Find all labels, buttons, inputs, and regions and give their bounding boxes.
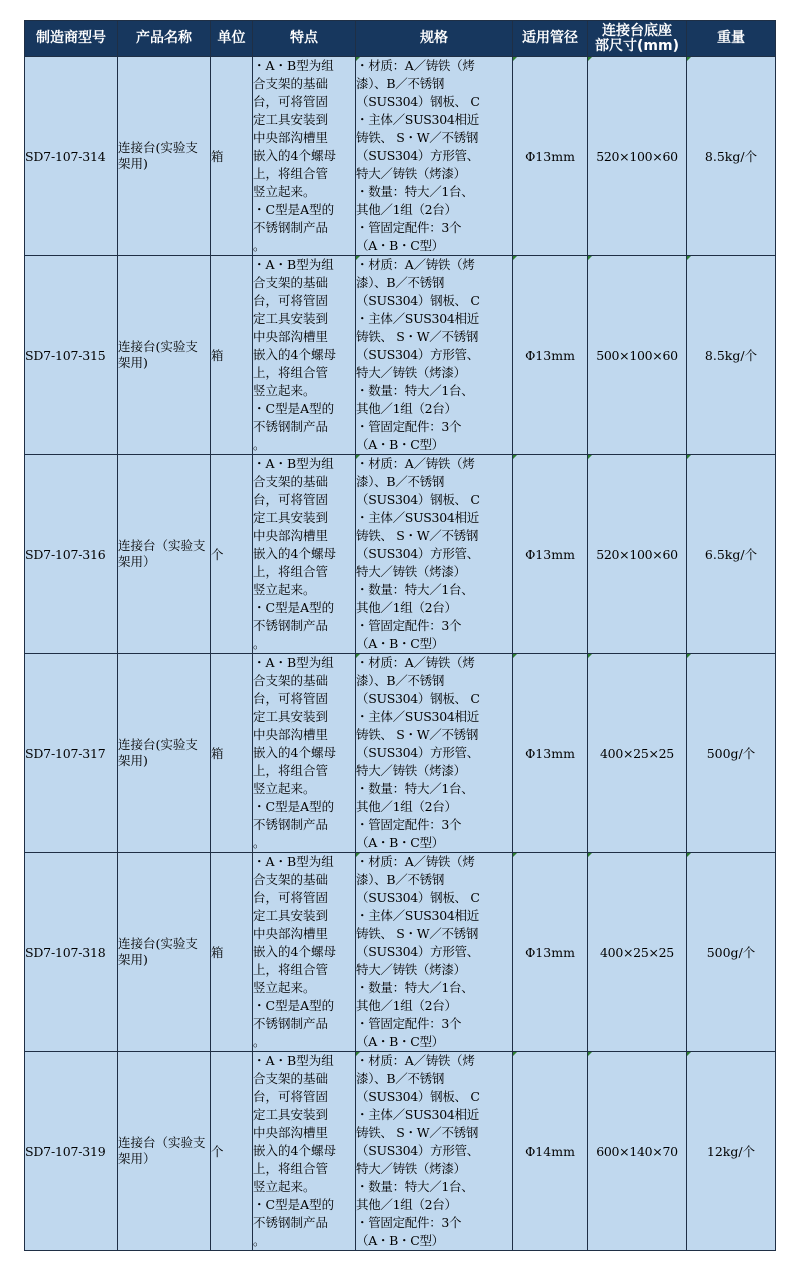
features-line: ・C型是A型的 bbox=[253, 202, 335, 217]
spec-line: （A・B・C型） bbox=[356, 636, 444, 651]
spec-line: （SUS304）方形管、 bbox=[356, 745, 479, 760]
cell-code-text: SD7-107-316 bbox=[25, 546, 106, 562]
features-line: ・A・B型为组 bbox=[253, 854, 334, 869]
cell-pipe-text: Φ13mm bbox=[525, 148, 575, 164]
spec-line: （SUS304）钢板、 C bbox=[356, 94, 480, 109]
header-code[interactable]: 制造商型号 bbox=[25, 21, 118, 57]
features-line: ・A・B型为组 bbox=[253, 655, 334, 670]
comment-indicator-icon bbox=[513, 853, 517, 857]
features-line: 台，可将管固 bbox=[253, 293, 329, 308]
spec-line: （SUS304）钢板、 C bbox=[356, 890, 480, 905]
spec-line: （SUS304）方形管、 bbox=[356, 944, 479, 959]
cell-code-text: SD7-107-317 bbox=[25, 745, 106, 761]
features-line: 嵌入的4个螺母 bbox=[253, 944, 336, 959]
cell-dims[interactable] bbox=[588, 1052, 687, 1251]
spec-line: 其他／1组（2台） bbox=[356, 600, 457, 615]
comment-indicator-icon bbox=[687, 853, 691, 857]
cell-name[interactable] bbox=[118, 1052, 211, 1251]
cell-dims-text: 520×100×60 bbox=[596, 546, 678, 562]
features-line: 定工具安装到 bbox=[253, 510, 329, 525]
cell-pipe-text: Φ14mm bbox=[525, 1143, 575, 1159]
cell-pipe[interactable] bbox=[513, 654, 588, 853]
features-line: 中央部沟槽里 bbox=[253, 926, 329, 941]
cell-unit-text: 箱 bbox=[211, 746, 224, 761]
cell-dims[interactable] bbox=[588, 654, 687, 853]
spec-line: ・管固定配件：3个 bbox=[356, 817, 462, 832]
cell-weight[interactable] bbox=[687, 853, 776, 1052]
features-line: 。 bbox=[253, 1034, 266, 1049]
features-line: 上，将组合管 bbox=[253, 962, 329, 977]
comment-indicator-icon bbox=[513, 654, 517, 658]
features-line: 不锈钢制产品 bbox=[253, 618, 329, 633]
table-body bbox=[25, 57, 776, 1251]
cell-dims-text: 600×140×70 bbox=[596, 1143, 678, 1159]
cell-dims[interactable] bbox=[588, 455, 687, 654]
cell-pipe[interactable] bbox=[513, 455, 588, 654]
features-line: ・A・B型为组 bbox=[253, 1053, 334, 1068]
table-row bbox=[25, 654, 776, 853]
cell-dims-text: 400×25×25 bbox=[600, 944, 674, 960]
cell-weight-text: 8.5kg/个 bbox=[704, 149, 758, 164]
table-row bbox=[25, 853, 776, 1052]
cell-weight[interactable] bbox=[687, 455, 776, 654]
spec-line: 漆）、B／不锈钢 bbox=[356, 76, 445, 91]
features-line: 合支架的基础 bbox=[253, 275, 329, 290]
cell-weight[interactable] bbox=[687, 57, 776, 256]
spec-line: ・管固定配件：3个 bbox=[356, 1016, 462, 1031]
cell-pipe[interactable] bbox=[513, 853, 588, 1052]
cell-spec[interactable] bbox=[356, 256, 513, 455]
comment-indicator-icon bbox=[687, 1052, 691, 1056]
comment-indicator-icon bbox=[513, 256, 517, 260]
spec-line: ・管固定配件：3个 bbox=[356, 1215, 462, 1230]
features-line: 台，可将管固 bbox=[253, 1089, 329, 1104]
spec-line: ・材质：A／铸铁（烤 bbox=[356, 854, 475, 869]
comment-indicator-icon bbox=[588, 654, 592, 658]
cell-name[interactable] bbox=[118, 57, 211, 256]
comment-indicator-icon bbox=[356, 654, 360, 658]
spec-line: 铸铁、 S・W／不锈钢 bbox=[356, 130, 479, 145]
cell-code[interactable] bbox=[25, 455, 118, 654]
spec-line: 特大／铸铁（烤漆） bbox=[356, 962, 466, 977]
cell-code-text: SD7-107-315 bbox=[25, 347, 106, 363]
cell-code[interactable] bbox=[25, 256, 118, 455]
features-line: 。 bbox=[253, 1233, 266, 1248]
features-line: ・A・B型为组 bbox=[253, 456, 334, 471]
cell-dims[interactable] bbox=[588, 853, 687, 1052]
cell-code-text: SD7-107-314 bbox=[25, 148, 106, 164]
comment-indicator-icon bbox=[356, 256, 360, 260]
comment-indicator-icon bbox=[588, 256, 592, 260]
cell-weight[interactable] bbox=[687, 256, 776, 455]
features-line: 嵌入的4个螺母 bbox=[253, 546, 336, 561]
spec-line: ・材质：A／铸铁（烤 bbox=[356, 58, 475, 73]
comment-indicator-icon bbox=[356, 1052, 360, 1056]
features-line: 台，可将管固 bbox=[253, 492, 329, 507]
features-line: 上，将组合管 bbox=[253, 166, 329, 181]
header-weight[interactable]: 重量 bbox=[687, 21, 776, 57]
spec-line: 漆）、B／不锈钢 bbox=[356, 474, 445, 489]
header-spec[interactable]: 规格 bbox=[356, 21, 513, 57]
table-row bbox=[25, 1052, 776, 1251]
spec-line: ・数量：特大／1台、 bbox=[356, 383, 474, 398]
cell-dims-text: 500×100×60 bbox=[596, 347, 678, 363]
features-line: ・C型是A型的 bbox=[253, 998, 335, 1013]
header-dims[interactable] bbox=[588, 21, 687, 57]
cell-weight-text: 12kg/个 bbox=[706, 1144, 756, 1159]
spec-line: 特大／铸铁（烤漆） bbox=[356, 1161, 466, 1176]
spec-line: （A・B・C型） bbox=[356, 1233, 444, 1248]
cell-unit[interactable] bbox=[211, 654, 253, 853]
features-line: 定工具安装到 bbox=[253, 112, 329, 127]
features-line: 竖立起来。 bbox=[253, 383, 316, 398]
spec-line: 其他／1组（2台） bbox=[356, 998, 457, 1013]
features-line: 。 bbox=[253, 238, 266, 253]
features-line: ・A・B型为组 bbox=[253, 257, 334, 272]
spec-line: ・管固定配件：3个 bbox=[356, 220, 462, 235]
spec-line: 铸铁、 S・W／不锈钢 bbox=[356, 528, 479, 543]
cell-weight[interactable] bbox=[687, 1052, 776, 1251]
cell-pipe[interactable] bbox=[513, 57, 588, 256]
spec-line: 铸铁、 S・W／不锈钢 bbox=[356, 1125, 479, 1140]
header-name[interactable]: 产品名称 bbox=[118, 21, 211, 57]
spec-line: 漆）、B／不锈钢 bbox=[356, 275, 445, 290]
features-line: 上，将组合管 bbox=[253, 564, 329, 579]
spec-line: （SUS304）方形管、 bbox=[356, 347, 479, 362]
cell-dims-text: 400×25×25 bbox=[600, 745, 674, 761]
cell-unit-text: 箱 bbox=[211, 348, 224, 363]
features-line: 嵌入的4个螺母 bbox=[253, 745, 336, 760]
features-line: 上，将组合管 bbox=[253, 1161, 329, 1176]
features-line: 。 bbox=[253, 636, 266, 651]
spec-line: 铸铁、 S・W／不锈钢 bbox=[356, 727, 479, 742]
cell-features[interactable] bbox=[253, 455, 356, 654]
spec-line: 铸铁、 S・W／不锈钢 bbox=[356, 926, 479, 941]
cell-pipe-text: Φ13mm bbox=[525, 347, 575, 363]
spec-line: ・数量：特大／1台、 bbox=[356, 184, 474, 199]
features-line: 合支架的基础 bbox=[253, 1071, 329, 1086]
comment-indicator-icon bbox=[687, 256, 691, 260]
spec-line: 其他／1组（2台） bbox=[356, 799, 457, 814]
spec-line: 其他／1组（2台） bbox=[356, 202, 457, 217]
spec-line: 漆）、B／不锈钢 bbox=[356, 673, 445, 688]
spec-line: ・材质：A／铸铁（烤 bbox=[356, 456, 475, 471]
comment-indicator-icon bbox=[513, 57, 517, 61]
comment-indicator-icon bbox=[588, 1052, 592, 1056]
cell-unit-text: 箱 bbox=[211, 945, 224, 960]
features-line: 不锈钢制产品 bbox=[253, 419, 329, 434]
header-dims-line1: 连接台底座 bbox=[602, 22, 672, 39]
spec-line: ・数量：特大／1台、 bbox=[356, 582, 474, 597]
features-line: 中央部沟槽里 bbox=[253, 130, 329, 145]
spec-line: ・主体／SUS304相近 bbox=[356, 1107, 479, 1122]
features-line: 合支架的基础 bbox=[253, 474, 329, 489]
cell-name[interactable] bbox=[118, 654, 211, 853]
comment-indicator-icon bbox=[513, 1052, 517, 1056]
spec-line: 漆）、B／不锈钢 bbox=[356, 1071, 445, 1086]
spec-line: 铸铁、 S・W／不锈钢 bbox=[356, 329, 479, 344]
features-line: 定工具安装到 bbox=[253, 709, 329, 724]
features-line: 不锈钢制产品 bbox=[253, 817, 329, 832]
cell-code-text: SD7-107-319 bbox=[25, 1143, 106, 1159]
cell-name-text: 连接台(实验支架用) bbox=[118, 140, 198, 171]
features-line: 嵌入的4个螺母 bbox=[253, 1143, 336, 1158]
features-line: 竖立起来。 bbox=[253, 781, 316, 796]
features-line: 合支架的基础 bbox=[253, 76, 329, 91]
spec-line: 漆）、B／不锈钢 bbox=[356, 872, 445, 887]
cell-unit[interactable] bbox=[211, 1052, 253, 1251]
features-line: 合支架的基础 bbox=[253, 872, 329, 887]
spec-line: 其他／1组（2台） bbox=[356, 1197, 457, 1212]
spec-line: ・管固定配件：3个 bbox=[356, 618, 462, 633]
features-line: ・C型是A型的 bbox=[253, 1197, 335, 1212]
cell-dims[interactable] bbox=[588, 256, 687, 455]
cell-name[interactable] bbox=[118, 455, 211, 654]
spec-line: ・材质：A／铸铁（烤 bbox=[356, 1053, 475, 1068]
spec-line: ・主体／SUS304相近 bbox=[356, 510, 479, 525]
comment-indicator-icon bbox=[588, 853, 592, 857]
cell-pipe-text: Φ13mm bbox=[525, 944, 575, 960]
cell-weight-text: 500g/个 bbox=[706, 746, 756, 761]
spec-line: （SUS304）方形管、 bbox=[356, 546, 479, 561]
cell-spec[interactable] bbox=[356, 455, 513, 654]
cell-spec[interactable] bbox=[356, 1052, 513, 1251]
spec-line: （SUS304）钢板、 C bbox=[356, 492, 480, 507]
features-line: 中央部沟槽里 bbox=[253, 329, 329, 344]
cell-unit-text: 个 bbox=[211, 547, 224, 562]
spec-line: 特大／铸铁（烤漆） bbox=[356, 365, 466, 380]
comment-indicator-icon bbox=[687, 654, 691, 658]
features-line: 上，将组合管 bbox=[253, 763, 329, 778]
header-features[interactable]: 特点 bbox=[253, 21, 356, 57]
spec-line: （SUS304）方形管、 bbox=[356, 1143, 479, 1158]
features-line: 不锈钢制产品 bbox=[253, 1016, 329, 1031]
features-line: 台，可将管固 bbox=[253, 890, 329, 905]
features-line: 嵌入的4个螺母 bbox=[253, 347, 336, 362]
features-line: 台，可将管固 bbox=[253, 691, 329, 706]
header-row bbox=[25, 21, 776, 57]
spec-line: ・材质：A／铸铁（烤 bbox=[356, 655, 475, 670]
comment-indicator-icon bbox=[687, 57, 691, 61]
features-line: 竖立起来。 bbox=[253, 184, 316, 199]
spec-line: （SUS304）钢板、 C bbox=[356, 293, 480, 308]
table-row bbox=[25, 57, 776, 256]
cell-name-text: 连接台(实验支架用) bbox=[118, 339, 198, 370]
cell-unit-text: 箱 bbox=[211, 149, 224, 164]
comment-indicator-icon bbox=[356, 853, 360, 857]
features-line: 定工具安装到 bbox=[253, 908, 329, 923]
cell-spec[interactable] bbox=[356, 654, 513, 853]
cell-features[interactable] bbox=[253, 654, 356, 853]
features-line: 。 bbox=[253, 437, 266, 452]
cell-dims[interactable] bbox=[588, 57, 687, 256]
table-row bbox=[25, 256, 776, 455]
cell-features[interactable] bbox=[253, 256, 356, 455]
spec-line: 特大／铸铁（烤漆） bbox=[356, 166, 466, 181]
spec-line: （SUS304）钢板、 C bbox=[356, 1089, 480, 1104]
cell-spec[interactable] bbox=[356, 57, 513, 256]
spec-line: ・主体／SUS304相近 bbox=[356, 908, 479, 923]
spec-line: （A・B・C型） bbox=[356, 437, 444, 452]
features-line: 嵌入的4个螺母 bbox=[253, 148, 336, 163]
cell-unit-text: 个 bbox=[211, 1144, 224, 1159]
cell-spec[interactable] bbox=[356, 853, 513, 1052]
features-line: 中央部沟槽里 bbox=[253, 727, 329, 742]
spec-line: ・管固定配件：3个 bbox=[356, 419, 462, 434]
features-line: 中央部沟槽里 bbox=[253, 528, 329, 543]
cell-weight-text: 8.5kg/个 bbox=[704, 348, 758, 363]
features-line: 不锈钢制产品 bbox=[253, 1215, 329, 1230]
cell-name-text: 连接台(实验支架用) bbox=[118, 737, 198, 768]
spec-line: ・数量：特大／1台、 bbox=[356, 1179, 474, 1194]
spec-line: ・材质：A／铸铁（烤 bbox=[356, 257, 475, 272]
cell-weight-text: 6.5kg/个 bbox=[704, 547, 758, 562]
spec-line: ・主体／SUS304相近 bbox=[356, 311, 479, 326]
cell-pipe[interactable] bbox=[513, 1052, 588, 1251]
cell-code[interactable] bbox=[25, 1052, 118, 1251]
spec-line: ・主体／SUS304相近 bbox=[356, 709, 479, 724]
cell-weight[interactable] bbox=[687, 654, 776, 853]
comment-indicator-icon bbox=[513, 455, 517, 459]
cell-unit[interactable] bbox=[211, 57, 253, 256]
features-line: 上，将组合管 bbox=[253, 365, 329, 380]
cell-code-text: SD7-107-318 bbox=[25, 944, 106, 960]
features-line: 台，可将管固 bbox=[253, 94, 329, 109]
spec-line: ・主体／SUS304相近 bbox=[356, 112, 479, 127]
features-line: ・C型是A型的 bbox=[253, 799, 335, 814]
header-pipe[interactable]: 适用管径 bbox=[513, 21, 588, 57]
features-line: ・C型是A型的 bbox=[253, 401, 335, 416]
spec-line: ・数量：特大／1台、 bbox=[356, 980, 474, 995]
comment-indicator-icon bbox=[356, 57, 360, 61]
cell-pipe-text: Φ13mm bbox=[525, 546, 575, 562]
table-row bbox=[25, 455, 776, 654]
features-line: 合支架的基础 bbox=[253, 673, 329, 688]
features-line: 定工具安装到 bbox=[253, 1107, 329, 1122]
cell-name[interactable] bbox=[118, 256, 211, 455]
spec-line: （A・B・C型） bbox=[356, 835, 444, 850]
spec-line: ・数量：特大／1台、 bbox=[356, 781, 474, 796]
spec-line: 特大／铸铁（烤漆） bbox=[356, 763, 466, 778]
comment-indicator-icon bbox=[356, 455, 360, 459]
cell-name[interactable] bbox=[118, 853, 211, 1052]
cell-unit[interactable] bbox=[211, 853, 253, 1052]
comment-indicator-icon bbox=[588, 455, 592, 459]
cell-code[interactable] bbox=[25, 853, 118, 1052]
features-line: 竖立起来。 bbox=[253, 980, 316, 995]
features-line: 竖立起来。 bbox=[253, 1179, 316, 1194]
cell-pipe[interactable] bbox=[513, 256, 588, 455]
cell-code[interactable] bbox=[25, 654, 118, 853]
cell-dims-text: 520×100×60 bbox=[596, 148, 678, 164]
cell-name-text: 连接台(实验支架用) bbox=[118, 936, 198, 967]
cell-pipe-text: Φ13mm bbox=[525, 745, 575, 761]
spec-line: （A・B・C型） bbox=[356, 238, 444, 253]
comment-indicator-icon bbox=[687, 455, 691, 459]
spec-line: （A・B・C型） bbox=[356, 1034, 444, 1049]
spec-line: （SUS304）钢板、 C bbox=[356, 691, 480, 706]
features-line: ・C型是A型的 bbox=[253, 600, 335, 615]
cell-name-text: 连接台（实验支架用） bbox=[118, 538, 206, 569]
cell-features[interactable] bbox=[253, 1052, 356, 1251]
cell-weight-text: 500g/个 bbox=[706, 945, 756, 960]
spec-line: （SUS304）方形管、 bbox=[356, 148, 479, 163]
cell-code[interactable] bbox=[25, 57, 118, 256]
features-line: 。 bbox=[253, 835, 266, 850]
cell-features[interactable] bbox=[253, 853, 356, 1052]
features-line: ・A・B型为组 bbox=[253, 58, 334, 73]
cell-unit[interactable] bbox=[211, 256, 253, 455]
comment-indicator-icon bbox=[588, 57, 592, 61]
cell-unit[interactable] bbox=[211, 455, 253, 654]
features-line: 不锈钢制产品 bbox=[253, 220, 329, 235]
cell-name-text: 连接台（实验支架用） bbox=[118, 1135, 206, 1166]
features-line: 定工具安装到 bbox=[253, 311, 329, 326]
features-line: 竖立起来。 bbox=[253, 582, 316, 597]
cell-features[interactable] bbox=[253, 57, 356, 256]
header-unit[interactable]: 单位 bbox=[211, 21, 253, 57]
features-line: 中央部沟槽里 bbox=[253, 1125, 329, 1140]
spec-line: 特大／铸铁（烤漆） bbox=[356, 564, 466, 579]
header-dims-line2: 部尺寸(mm) bbox=[595, 37, 679, 54]
spec-line: 其他／1组（2台） bbox=[356, 401, 457, 416]
product-spec-table bbox=[24, 20, 776, 1251]
